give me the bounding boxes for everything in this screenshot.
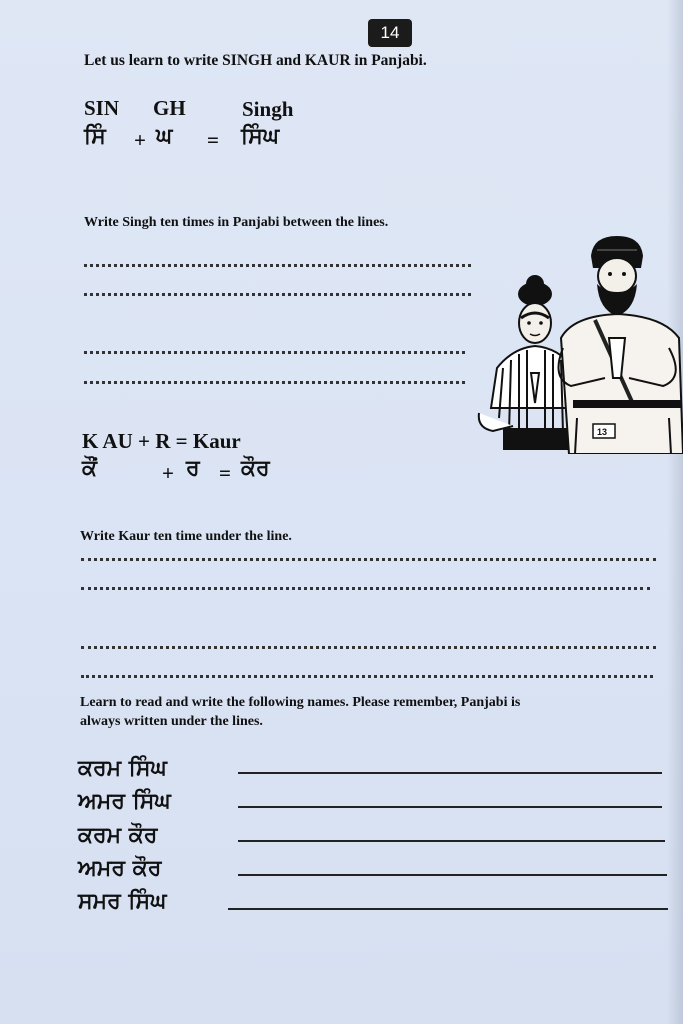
name-label: ਅਮਰ ਸਿੰਘ [78, 789, 171, 814]
plus-sign: + [162, 461, 174, 485]
name-label: ਸਮਰ ਸਿੰਘ [78, 889, 167, 914]
roman-sin: SIN [84, 96, 120, 120]
gurmukhi-kau: ਕੌਂ [82, 456, 98, 481]
plus-sign: + [134, 128, 146, 152]
page-edge-shadow [667, 0, 683, 1024]
writing-line[interactable] [81, 675, 653, 678]
sikh-children-illustration [473, 228, 683, 454]
instruction-singh: Write Singh ten times in Panjabi between the lines. [84, 215, 389, 230]
instruction-kaur: Write Kaur ten time under the line. [80, 529, 292, 544]
writing-line[interactable] [81, 646, 656, 649]
gurmukhi-gh: ਘ [156, 124, 173, 149]
instruction-names-line1: Learn to read and write the following names. Please remember, Panjabi is [80, 695, 521, 710]
gurmukhi-kaur: ਕੌਰ [241, 456, 270, 481]
answer-line[interactable] [238, 806, 662, 808]
boy-figure [559, 236, 683, 454]
writing-line[interactable] [81, 558, 656, 561]
name-label: ਕਰਮ ਸਿੰਘ [78, 756, 167, 781]
badge-number: 13 [597, 427, 608, 437]
page-title: Let us learn to write SINGH and KAUR in Panjabi. [84, 52, 427, 69]
writing-line[interactable] [84, 351, 465, 354]
writing-line[interactable] [84, 264, 471, 267]
answer-line[interactable] [228, 908, 668, 910]
writing-line[interactable] [81, 587, 650, 590]
gurmukhi-sin: ਸਿੰ [84, 124, 106, 149]
answer-line[interactable] [238, 874, 667, 876]
instruction-names-line2: always written under the lines. [80, 714, 263, 729]
roman-gh: GH [153, 96, 186, 120]
roman-singh: Singh [242, 97, 294, 121]
equals-sign: = [207, 128, 219, 152]
gurmukhi-r: ਰ [186, 456, 200, 481]
equals-sign: = [219, 461, 231, 485]
kaur-roman-line: K AU + R = Kaur [82, 429, 241, 453]
answer-line[interactable] [238, 772, 662, 774]
answer-line[interactable] [238, 840, 665, 842]
page-number: 14 [368, 19, 412, 47]
writing-line[interactable] [84, 381, 465, 384]
name-label: ਕਰਮ ਕੌਰ [78, 823, 158, 848]
writing-line[interactable] [84, 293, 471, 296]
gurmukhi-singh: ਸਿੰਘ [241, 124, 280, 149]
name-label: ਅਮਰ ਕੌਰ [78, 856, 162, 881]
